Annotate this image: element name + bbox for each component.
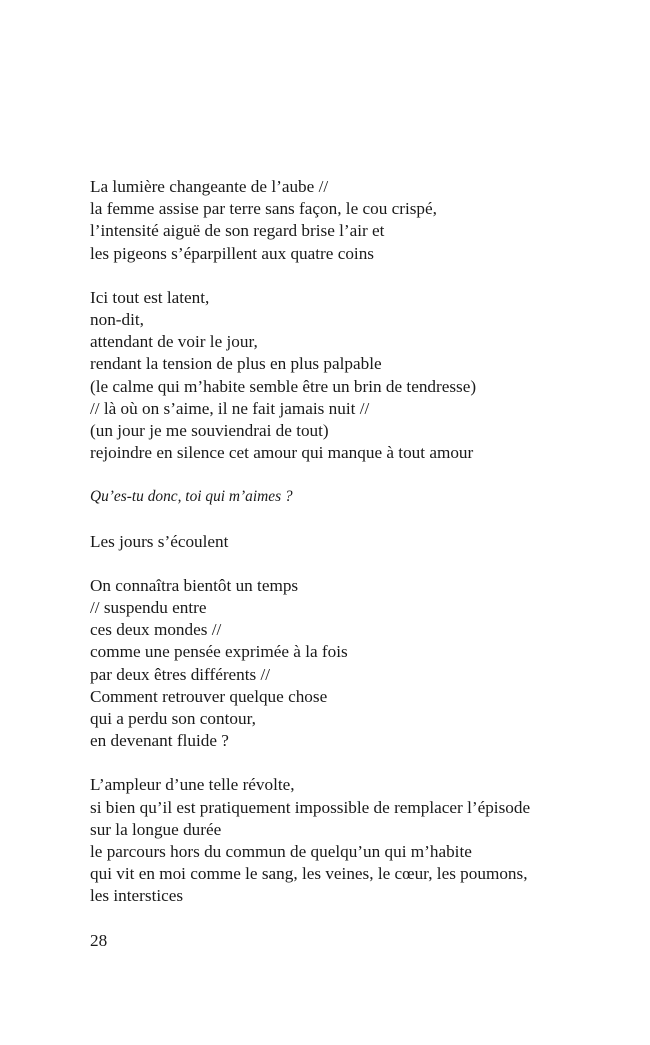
poem-line: attendant de voir le jour,: [90, 332, 258, 352]
poem-line: // là où on s’aime, il ne fait jamais nuit //: [90, 398, 370, 418]
page-number: 28: [90, 931, 108, 950]
poem-line: qui a perdu son contour,: [90, 709, 256, 729]
poem-line: rendant la tension de plus en plus palpable: [90, 354, 382, 374]
poem-line: qui vit en moi comme le sang, les veines, le cœur, les poumons,: [90, 864, 528, 884]
stanza-6: [90, 774, 610, 907]
poem-line: si bien qu’il est pratiquement impossible de remplacer l’épisode: [90, 797, 531, 817]
poem-line: les pigeons s’éparpillent aux quatre coins: [90, 243, 374, 263]
poem-line: rejoindre en silence cet amour qui manque à tout amour: [90, 443, 474, 463]
stanza-2: [90, 287, 610, 465]
poem-line: ces deux mondes //: [90, 620, 222, 640]
poem-line: comme une pensée exprimée à la fois: [90, 642, 348, 662]
stanza-1: [90, 176, 610, 265]
poem-line: La lumière changeante de l’aube //: [90, 177, 329, 196]
poem-line: // suspendu entre: [90, 598, 207, 618]
poem-line: L’ampleur d’une telle révolte,: [90, 775, 295, 795]
poem-line: les interstices: [90, 886, 184, 906]
poem-body: [90, 176, 610, 930]
poem-line: sur la longue durée: [90, 819, 222, 839]
poem-line: non-dit,: [90, 310, 144, 330]
stanza-4: [90, 531, 610, 553]
poem-line: l’intensité aiguë de son regard brise l’air et: [90, 221, 385, 241]
poem-line: le parcours hors du commun de quelqu’un qui m’habite: [90, 842, 472, 862]
poem-line-italic: Qu’es-tu donc, toi qui m’aimes ?: [90, 488, 293, 506]
poem-line: en devenant fluide ?: [90, 731, 229, 751]
poem-line: Comment retrouver quelque chose: [90, 686, 328, 706]
poem-line: par deux êtres différents //: [90, 664, 271, 684]
poem-line: (le calme qui m’habite semble être un brin de tendresse): [90, 376, 477, 396]
poem-line: la femme assise par terre sans façon, le cou crispé,: [90, 199, 437, 219]
poem-line: Ici tout est latent,: [90, 287, 210, 307]
poem-line: (un jour je me souviendrai de tout): [90, 421, 329, 441]
poem-line: On connaîtra bientôt un temps: [90, 575, 299, 595]
stanza-3: [90, 486, 610, 508]
poem-line: Les jours s’écoulent: [90, 531, 229, 551]
stanza-5: [90, 575, 610, 753]
